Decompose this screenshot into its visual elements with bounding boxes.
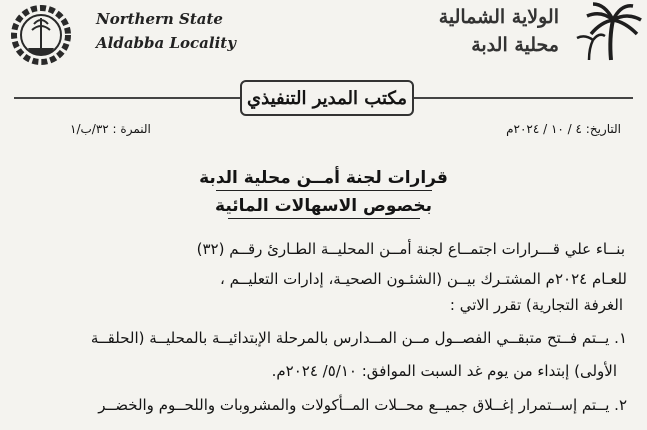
decision-item-2-number: ٢. bbox=[614, 396, 627, 414]
decision-item-1-text: يــتم فــتح متبقــي الفصــول مــن المــدارس بالمرحلة الإبتدائيــة بالمحليــة (الحلقــة bbox=[90, 329, 610, 347]
decision-item-2-text: يــتم إســتمرار إغــلاق جميــع محــلات المــأكولات والمشروبات واللحــوم والخضــر bbox=[98, 396, 610, 414]
title-underline bbox=[216, 190, 432, 191]
decision-item-1 bbox=[91, 329, 627, 347]
palm-tree-icon bbox=[571, 0, 643, 62]
subtitle-underline bbox=[228, 218, 420, 219]
decision-item-1-continuation: الأولى) إبتداء من يوم غد السبت الموافق: ٥/١٠/ ٢٠٢٤م. bbox=[271, 362, 617, 380]
decision-item-1-number: ١. bbox=[614, 329, 627, 347]
letterhead-arabic-state: الولاية الشمالية bbox=[438, 6, 559, 28]
office-title: مكتب المدير التنفيذي bbox=[247, 87, 407, 109]
locality-emblem-icon bbox=[10, 4, 72, 66]
body-line-3: الغرفة التجارية) تقرر الاتي : bbox=[449, 296, 623, 314]
body-line-2: للعـام ٢٠٢٤م المشتـرك بيــن (الشئـون الصحيـة، إدارات التعليــم ، bbox=[220, 270, 627, 288]
office-title-box bbox=[240, 80, 414, 116]
letterhead-arabic-locality: محلية الدبة bbox=[471, 34, 559, 56]
body-line-1: بنــاء علي قـــرارات اجتمــاع لجنة أمــن المحليــة الطـارئ رقــم (٣٢) bbox=[196, 240, 625, 258]
letterhead-english-state: Northern State bbox=[96, 10, 223, 28]
decision-item-2 bbox=[98, 396, 627, 414]
document-reference: النمرة : ٣٢/ب/١ bbox=[70, 122, 151, 136]
document-title: قرارات لجنة أمــن محلية الدبة bbox=[199, 168, 448, 188]
letterhead-english-locality: Aldabba Locality bbox=[96, 34, 236, 52]
document-date: التاريخ: ٤ / ١٠ / ٢٠٢٤م bbox=[506, 122, 621, 136]
document-subtitle: بخصوص الاسهالات المائية bbox=[215, 196, 432, 216]
